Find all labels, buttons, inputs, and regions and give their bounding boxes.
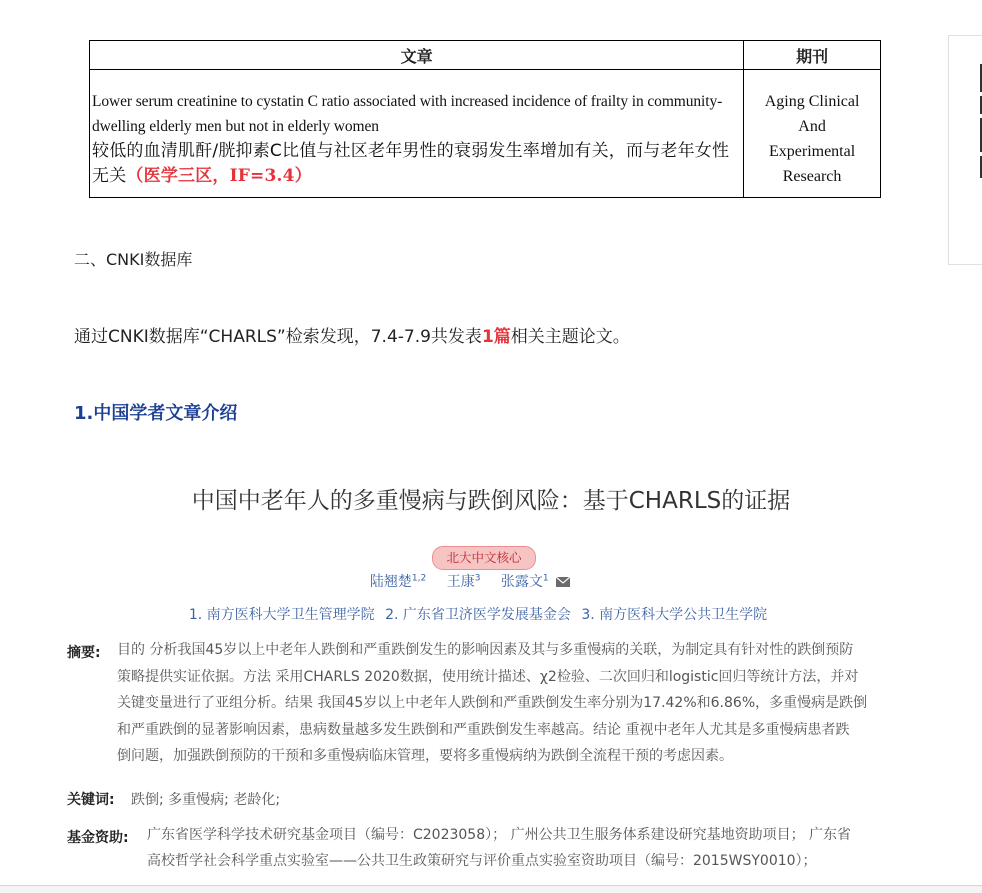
journal-name-line: And bbox=[798, 118, 826, 135]
affiliation-link[interactable]: 2. 广东省卫济医学发展基金会 bbox=[385, 607, 571, 623]
keywords-label: 关键词: bbox=[67, 792, 115, 808]
affiliation-list bbox=[0, 604, 956, 624]
table-row bbox=[90, 70, 881, 198]
journal-name-line: Research bbox=[782, 168, 842, 185]
side-panel bbox=[948, 35, 982, 265]
article-title-zh-text: 较低的血清肌酐/胱抑素C比值与社区老年男性的衰弱发生率增加有关，而与老年女性无关 bbox=[92, 141, 730, 186]
summary-prefix: 通过CNKI数据库“CHARLS”检索发现，7.4-7.9共发表 bbox=[74, 327, 482, 347]
article-cell bbox=[90, 70, 744, 198]
keywords-list[interactable]: 跌倒; 多重慢病; 老龄化; bbox=[131, 792, 281, 808]
abstract-line: 目的 分析我国45岁以上中老年人跌倒和严重跌倒发生的影响因素及其与多重慢病的关联，为制定具有针对性的跌倒预防 bbox=[117, 642, 854, 658]
abstract-line: 策略提供实证依据。方法 采用CHARLS 2020数据，使用统计描述、χ2检验、二次回归和logistic回归等统计方法，并对 bbox=[117, 668, 859, 685]
funding-text bbox=[147, 822, 909, 874]
abstract-line: 倒问题，加强跌倒预防的干预和多重慢病临床管理，要将多重慢病纳为跌倒全流程干预的考虑因素。 bbox=[117, 748, 733, 764]
journal-name-line: Aging Clinical bbox=[764, 93, 860, 110]
journal-rank-tag: （医学三区，IF=3.4） bbox=[126, 166, 312, 186]
summary-suffix: 相关主题论文。 bbox=[510, 327, 630, 347]
abstract-text bbox=[117, 637, 909, 770]
article-title-en: Lower serum creatinine to cystatin C ratio associated with increased incidence of frailty in community-dwelling elderly men but not in elderly women bbox=[92, 93, 723, 135]
affiliation-link[interactable]: 1. 南方医科大学卫生管理学院 bbox=[188, 607, 375, 623]
author-list bbox=[0, 571, 940, 591]
core-journal-badge: 北大中文核心 bbox=[432, 546, 536, 570]
abstract-line: 关键变量进行了亚组分析。结果 我国45岁以上中老年人跌倒和严重跌倒发生率分别为17.42%和6.86%，多重慢病是跌倒 bbox=[117, 695, 868, 711]
article-title-zh bbox=[90, 139, 743, 197]
abstract-line: 和严重跌倒的显著影响因素，患病数量越多发生跌倒和严重跌倒发生率越高。结论 重视中老年人尤其是多重慢病患者跌 bbox=[117, 721, 850, 738]
funding-label: 基金资助: bbox=[67, 830, 129, 846]
journal-cell bbox=[744, 70, 881, 198]
funding-line[interactable]: 广东省医学科学技术研究基金项目（编号：C2023058）； 广州公共卫生服务体系建设研究基地资助项目； 广东省 bbox=[147, 827, 852, 843]
sub-heading: 1.中国学者文章介绍 bbox=[74, 403, 238, 424]
article-count: 1篇 bbox=[481, 327, 511, 347]
journal-name-line: Experimental bbox=[768, 143, 856, 160]
author-link[interactable]: 王康$^3$ bbox=[446, 573, 481, 590]
paper-table bbox=[89, 40, 881, 198]
section-heading: 二、CNKI数据库 bbox=[74, 250, 193, 269]
journal-name bbox=[744, 70, 880, 189]
author-link[interactable]: 张露文$^1$ bbox=[500, 573, 549, 590]
mail-icon[interactable] bbox=[556, 577, 570, 587]
author-link[interactable]: 陆翘楚$^{1,2}$ bbox=[369, 573, 427, 590]
col-journal-header: 期刊 bbox=[744, 41, 881, 70]
affiliation-link[interactable]: 3. 南方医科大学公共卫生学院 bbox=[581, 607, 768, 623]
col-article-header: 文章 bbox=[90, 41, 744, 70]
search-summary bbox=[74, 322, 630, 347]
abstract-label: 摘要: bbox=[67, 645, 101, 661]
funding-line[interactable]: 高校哲学社会科学重点实验室——公共卫生政策研究与评价重点实验室资助项目（编号：2015WSY0010）； bbox=[147, 853, 817, 869]
paper-title[interactable]: 中国中老年人的多重慢病与跌倒风险：基于CHARLS的证据 bbox=[191, 488, 791, 514]
